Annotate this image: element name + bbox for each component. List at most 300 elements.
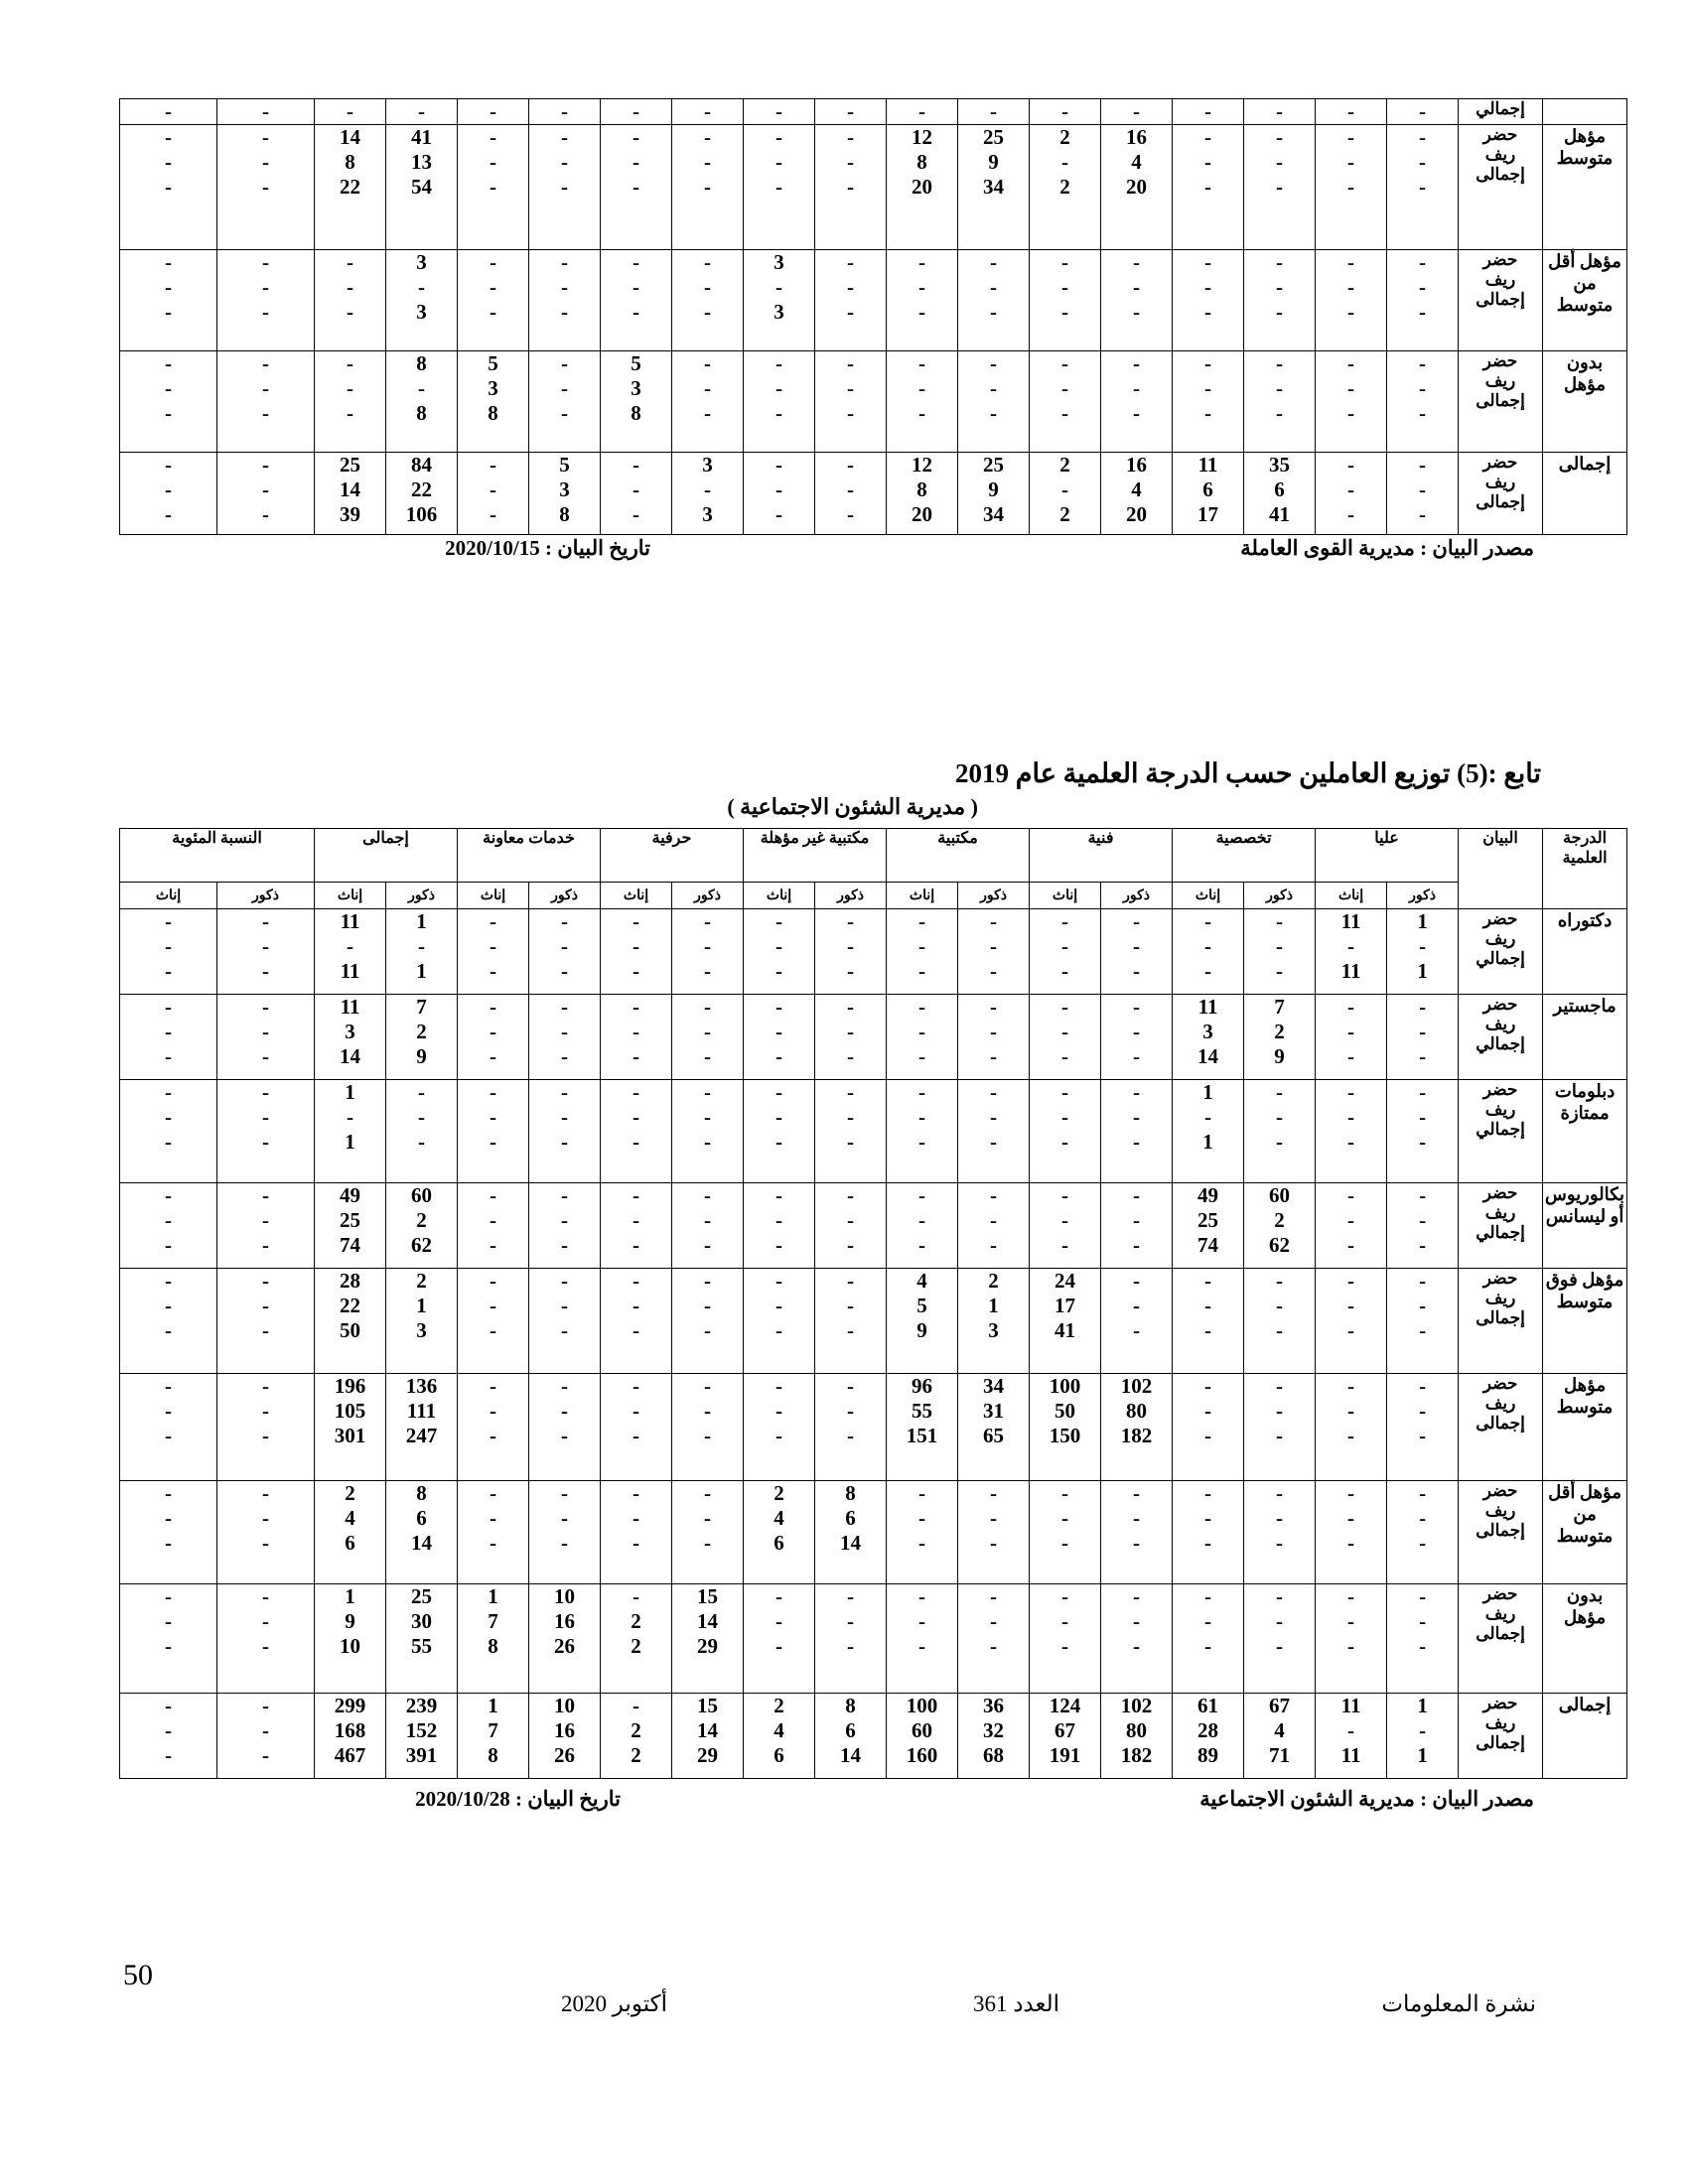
cell-value: -: [847, 300, 854, 324]
cell-value: -: [1133, 99, 1140, 123]
value-cell: [1316, 453, 1387, 535]
value-cell: [1316, 351, 1387, 453]
cell-value: -: [847, 1208, 855, 1232]
value-cell: [1030, 1374, 1101, 1481]
cell-value: 247: [405, 1424, 438, 1447]
cell-value: -: [561, 1269, 569, 1293]
cell-value: -: [775, 150, 782, 174]
cell-value: -: [704, 376, 711, 400]
cell-value: -: [775, 1020, 783, 1043]
cell-value: -: [1133, 909, 1141, 933]
value-cell: [815, 1481, 887, 1584]
value-cell: [672, 1694, 744, 1779]
value-cell: [120, 250, 217, 351]
cell-value: 36: [983, 1694, 1005, 1717]
cell-value: -: [847, 125, 854, 149]
cell-value: -: [847, 1080, 855, 1104]
cell-value: -: [490, 1183, 497, 1207]
value-cell: [601, 1694, 672, 1779]
cell-value: -: [775, 1294, 783, 1317]
cell-value: 55: [411, 1634, 433, 1658]
cell-value: -: [1204, 1506, 1212, 1530]
cell-value: -: [1347, 125, 1354, 149]
value-cell: [458, 99, 529, 125]
cell-value: -: [165, 1694, 172, 1717]
value-cell: [815, 1269, 887, 1374]
value-cell: [815, 1694, 887, 1779]
male-subheader: ذكور: [1244, 883, 1316, 909]
cell-value: -: [1061, 1233, 1069, 1257]
value-cell: [1316, 1080, 1387, 1183]
value-cell: [386, 1481, 458, 1584]
cell-value: -: [1419, 1399, 1427, 1423]
cell-value: -: [1133, 1506, 1141, 1530]
cell-value: 8: [559, 502, 570, 526]
cell-value: -: [1347, 1374, 1355, 1398]
cell-value: -: [1419, 351, 1426, 375]
cell-value: 74: [340, 1233, 360, 1257]
cell-value: -: [847, 351, 854, 375]
bayan-label: حضر: [1482, 250, 1518, 269]
cell-value: -: [704, 1105, 712, 1129]
table-row: [120, 995, 1627, 1080]
cell-value: -: [262, 1399, 269, 1423]
cell-value: -: [1347, 1481, 1355, 1505]
cell-value: -: [1347, 1609, 1355, 1633]
cell-value: 8: [845, 1694, 856, 1717]
cell-value: 5: [488, 351, 498, 375]
cell-value: -: [1061, 1080, 1069, 1104]
value-cell: [1244, 351, 1316, 453]
bayan-cell: [1459, 125, 1543, 250]
cell-value: -: [1347, 934, 1355, 958]
cell-value: 54: [411, 175, 432, 199]
cell-value: -: [490, 300, 496, 324]
cell-value: -: [1133, 351, 1140, 375]
cell-value: -: [1133, 1183, 1141, 1207]
value-cell: [1173, 1481, 1244, 1584]
group-header: حرفية: [601, 829, 744, 883]
cell-value: -: [1061, 300, 1068, 324]
value-cell: [815, 99, 887, 125]
cell-value: 49: [340, 1183, 360, 1207]
cell-value: -: [704, 1481, 712, 1505]
cell-value: -: [990, 99, 997, 123]
cell-value: -: [1347, 175, 1354, 199]
cell-value: -: [262, 1183, 269, 1207]
bayan-label: ريف: [1484, 1203, 1516, 1222]
cell-value: 9: [988, 150, 999, 174]
cell-value: 15: [697, 1584, 719, 1608]
cell-value: -: [1204, 99, 1211, 123]
cell-value: -: [1419, 250, 1426, 274]
cell-value: -: [165, 1481, 172, 1505]
cell-value: -: [1419, 1269, 1427, 1293]
cell-value: 96: [912, 1374, 933, 1398]
cell-value: -: [1419, 1634, 1427, 1658]
cell-value: -: [165, 1399, 172, 1423]
bayan-label: حضر: [1482, 1269, 1518, 1288]
cell-value: -: [990, 401, 997, 425]
value-cell: [815, 250, 887, 351]
cell-value: -: [262, 401, 269, 425]
value-cell: [672, 1584, 744, 1694]
value-cell: [386, 1374, 458, 1481]
value-cell: [744, 351, 815, 453]
bayan-cell: [1459, 1694, 1543, 1779]
cell-value: -: [561, 934, 569, 958]
cell-value: 15: [697, 1694, 719, 1717]
cell-value: -: [775, 1634, 783, 1658]
value-cell: [1101, 909, 1173, 995]
value-cell: [386, 1183, 458, 1269]
value-cell: [1387, 125, 1459, 250]
cell-value: -: [918, 275, 925, 299]
value-cell: [1387, 909, 1459, 995]
cell-value: -: [262, 1531, 269, 1555]
cell-value: -: [990, 1233, 998, 1257]
cell-value: 17: [1055, 1294, 1076, 1317]
cell-value: 7: [1274, 995, 1285, 1019]
cell-value: -: [165, 125, 172, 149]
value-cell: [120, 1584, 217, 1694]
value-cell: [386, 1269, 458, 1374]
cell-value: -: [1133, 1233, 1141, 1257]
value-cell: [120, 1183, 217, 1269]
cell-value: 6: [774, 1743, 784, 1767]
value-cell: [529, 125, 601, 250]
issue-month: أكتوبر 2020: [560, 1991, 667, 2016]
value-cell: [1173, 1694, 1244, 1779]
cell-value: -: [990, 300, 997, 324]
cell-value: -: [704, 125, 711, 149]
cell-value: -: [918, 1233, 926, 1257]
value-cell: [1101, 99, 1173, 125]
cell-value: -: [1347, 1584, 1355, 1608]
value-cell: [1101, 1080, 1173, 1183]
value-cell: [672, 453, 744, 535]
value-cell: [601, 995, 672, 1080]
female-subheader: إناث: [1316, 883, 1387, 909]
cell-value: -: [262, 1233, 269, 1257]
cell-value: -: [1204, 1105, 1212, 1129]
cell-value: -: [918, 1044, 926, 1068]
bayan-label: إجمالى: [1476, 492, 1525, 511]
cell-value: -: [1061, 376, 1068, 400]
value-cell: [1030, 1269, 1101, 1374]
cell-value: 8: [916, 150, 927, 174]
cell-value: -: [1061, 99, 1068, 123]
cell-value: 22: [340, 1294, 360, 1317]
value-cell: [1173, 909, 1244, 995]
cell-value: -: [262, 1609, 269, 1633]
cell-value: 2: [631, 1609, 641, 1633]
cell-value: -: [490, 275, 496, 299]
value-cell: [672, 1269, 744, 1374]
cell-value: -: [1276, 1634, 1284, 1658]
cell-value: -: [490, 250, 496, 274]
cell-value: -: [490, 1294, 497, 1317]
cell-value: -: [262, 1105, 269, 1129]
cell-value: -: [1347, 1424, 1355, 1447]
cell-value: -: [561, 1105, 569, 1129]
value-cell: [815, 909, 887, 995]
bayan-label: إجمالى: [1476, 1414, 1525, 1433]
value-cell: [120, 125, 217, 250]
cell-value: 14: [340, 125, 360, 149]
cell-value: 3: [774, 300, 784, 324]
cell-value: -: [704, 300, 711, 324]
cell-value: -: [633, 250, 639, 274]
value-cell: [120, 1269, 217, 1374]
value-cell: [529, 1584, 601, 1694]
value-cell: [1101, 1374, 1173, 1481]
cell-value: -: [347, 275, 353, 299]
value-cell: [1173, 99, 1244, 125]
value-cell: [458, 453, 529, 535]
cell-value: -: [633, 1531, 640, 1555]
cell-value: -: [847, 1609, 855, 1633]
cell-value: -: [1419, 175, 1426, 199]
value-cell: [672, 125, 744, 250]
cell-value: 3: [774, 250, 784, 274]
value-cell: [1316, 1183, 1387, 1269]
cell-value: -: [262, 1718, 269, 1742]
bayan-label: حضر: [1482, 909, 1518, 928]
cell-value: -: [262, 1080, 269, 1104]
table-row: [120, 351, 1627, 453]
cell-value: -: [165, 502, 172, 526]
cell-value: 2: [1059, 125, 1070, 149]
table-row: [120, 1269, 1627, 1374]
cell-value: -: [1204, 1584, 1212, 1608]
female-subheader: إناث: [1173, 883, 1244, 909]
cell-value: 3: [345, 1020, 355, 1043]
value-cell: [1173, 1269, 1244, 1374]
bayan-header: البيان: [1459, 829, 1543, 909]
cell-value: -: [1133, 300, 1140, 324]
value-cell: [1173, 995, 1244, 1080]
cell-value: 2: [631, 1718, 641, 1742]
cell-value: 11: [340, 959, 360, 983]
cell-value: 34: [983, 175, 1004, 199]
cell-value: -: [262, 1694, 269, 1717]
cell-value: -: [918, 995, 926, 1019]
table-row: [120, 1183, 1627, 1269]
cell-value: 22: [340, 175, 360, 199]
cell-value: -: [1347, 1294, 1355, 1317]
cell-value: -: [165, 1743, 172, 1767]
cell-value: 4: [774, 1718, 784, 1742]
cell-value: -: [262, 150, 269, 174]
cell-value: -: [561, 1233, 569, 1257]
value-cell: [386, 250, 458, 351]
cell-value: -: [704, 959, 712, 983]
cell-value: 100: [906, 1694, 938, 1717]
cell-value: -: [775, 995, 783, 1019]
cell-value: 14: [697, 1609, 719, 1633]
value-cell: [315, 351, 386, 453]
bayan-cell: [1459, 1481, 1543, 1584]
cell-value: -: [165, 1584, 172, 1608]
value-cell: [1173, 351, 1244, 453]
cell-value: -: [1419, 1584, 1427, 1608]
bayan-cell: [1459, 99, 1543, 125]
value-cell: [315, 909, 386, 995]
cell-value: -: [347, 250, 353, 274]
value-cell: [529, 1694, 601, 1779]
cell-value: -: [1276, 1424, 1284, 1447]
value-cell: [744, 1694, 815, 1779]
cell-value: 152: [405, 1718, 438, 1742]
cell-value: -: [490, 175, 496, 199]
value-cell: [217, 1694, 315, 1779]
cell-value: 6: [416, 1506, 427, 1530]
cell-value: 14: [340, 1044, 360, 1068]
cell-value: 1: [988, 1294, 999, 1317]
cell-value: 20: [912, 175, 932, 199]
value-cell: [315, 1374, 386, 1481]
bayan-label: ريف: [1484, 929, 1516, 948]
cell-value: 28: [1197, 1718, 1219, 1742]
cell-value: -: [1061, 1481, 1069, 1505]
cell-value: 2: [416, 1020, 427, 1043]
cell-value: 11: [340, 995, 360, 1019]
bayan-cell: [1459, 1269, 1543, 1374]
cell-value: -: [704, 1374, 712, 1398]
cell-value: -: [775, 99, 782, 123]
bayan-label: ريف: [1484, 270, 1516, 289]
value-cell: [1387, 250, 1459, 351]
cell-value: -: [1133, 1481, 1141, 1505]
cell-value: 25: [340, 453, 360, 477]
bayan-label: حضر: [1482, 351, 1518, 370]
value-cell: [217, 453, 315, 535]
cell-value: -: [775, 1208, 783, 1232]
cell-value: 74: [1197, 1233, 1219, 1257]
value-cell: [1244, 125, 1316, 250]
value-cell: [1316, 99, 1387, 125]
cell-value: 1: [1417, 1694, 1428, 1717]
cell-value: -: [633, 995, 640, 1019]
value-cell: [887, 453, 958, 535]
cell-value: 3: [1202, 1020, 1213, 1043]
cell-value: -: [990, 1531, 998, 1555]
cell-value: -: [1204, 125, 1211, 149]
cell-value: 29: [697, 1634, 719, 1658]
cell-value: -: [775, 125, 782, 149]
cell-value: 3: [488, 376, 498, 400]
value-cell: [458, 1694, 529, 1779]
value-cell: [529, 1269, 601, 1374]
cell-value: 25: [1197, 1208, 1219, 1232]
value-cell: [815, 453, 887, 535]
table2-source: مصدر البيان : مديرية الشئون الاجتماعية: [1199, 1787, 1534, 1811]
cell-value: -: [1204, 1269, 1212, 1293]
cell-value: -: [775, 351, 782, 375]
cell-value: 24: [1055, 1269, 1076, 1293]
cell-value: -: [1419, 502, 1426, 526]
cell-value: 151: [906, 1424, 938, 1447]
cell-value: -: [1347, 1506, 1355, 1530]
cell-value: 11: [1340, 909, 1361, 933]
cell-value: 1: [488, 1584, 498, 1608]
cell-value: 191: [1049, 1743, 1081, 1767]
value-cell: [744, 125, 815, 250]
cell-value: 6: [845, 1718, 856, 1742]
cell-value: -: [1347, 1208, 1355, 1232]
cell-value: -: [1419, 1080, 1427, 1104]
bayan-label: ريف: [1484, 1501, 1516, 1520]
cell-value: -: [918, 1634, 926, 1658]
cell-value: 106: [405, 502, 438, 526]
cell-value: -: [490, 1481, 497, 1505]
cell-value: -: [918, 1609, 926, 1633]
bayan-cell: [1459, 351, 1543, 453]
cell-value: -: [1347, 1399, 1355, 1423]
value-cell: [601, 125, 672, 250]
cell-value: -: [775, 1183, 783, 1207]
value-cell: [601, 1374, 672, 1481]
value-cell: [217, 250, 315, 351]
value-cell: [958, 1481, 1030, 1584]
male-subheader: ذكور: [1387, 883, 1459, 909]
cell-value: -: [704, 175, 711, 199]
cell-value: -: [1061, 1506, 1069, 1530]
cell-value: 22: [411, 478, 432, 501]
cell-value: 6: [1202, 478, 1213, 501]
cell-value: -: [262, 1506, 269, 1530]
cell-value: -: [704, 351, 711, 375]
cell-value: -: [1276, 175, 1283, 199]
bayan-label: إجمالى: [1476, 1308, 1525, 1327]
value-cell: [386, 1694, 458, 1779]
cell-value: -: [847, 1105, 855, 1129]
value-cell: [1316, 125, 1387, 250]
bayan-label: حضر: [1482, 453, 1518, 472]
cell-value: -: [1204, 1374, 1212, 1398]
cell-value: 2: [345, 1481, 355, 1505]
group-header: مكتبية: [887, 829, 1030, 883]
table-row: [120, 1584, 1627, 1694]
cell-value: 55: [912, 1399, 933, 1423]
cell-value: -: [775, 376, 782, 400]
cell-value: -: [165, 478, 172, 501]
bayan-cell: [1459, 250, 1543, 351]
cell-value: -: [165, 1105, 172, 1129]
cell-value: -: [918, 1531, 926, 1555]
cell-value: -: [262, 453, 269, 477]
value-cell: [1101, 1584, 1173, 1694]
cell-value: 3: [416, 300, 427, 324]
cell-value: 301: [334, 1424, 366, 1447]
cell-value: -: [775, 1424, 783, 1447]
cell-value: -: [262, 995, 269, 1019]
cell-value: -: [347, 99, 353, 123]
value-cell: [1387, 995, 1459, 1080]
bayan-label: حضر: [1482, 1374, 1518, 1393]
cell-value: -: [775, 1609, 783, 1633]
cell-value: 8: [416, 351, 427, 375]
bayan-label: ريف: [1484, 1604, 1516, 1623]
cell-value: 65: [983, 1424, 1005, 1447]
cell-value: -: [775, 1233, 783, 1257]
value-cell: [601, 1481, 672, 1584]
cell-value: -: [262, 1130, 269, 1154]
cell-value: -: [1133, 250, 1140, 274]
value-cell: [315, 99, 386, 125]
cell-value: 28: [340, 1269, 360, 1293]
